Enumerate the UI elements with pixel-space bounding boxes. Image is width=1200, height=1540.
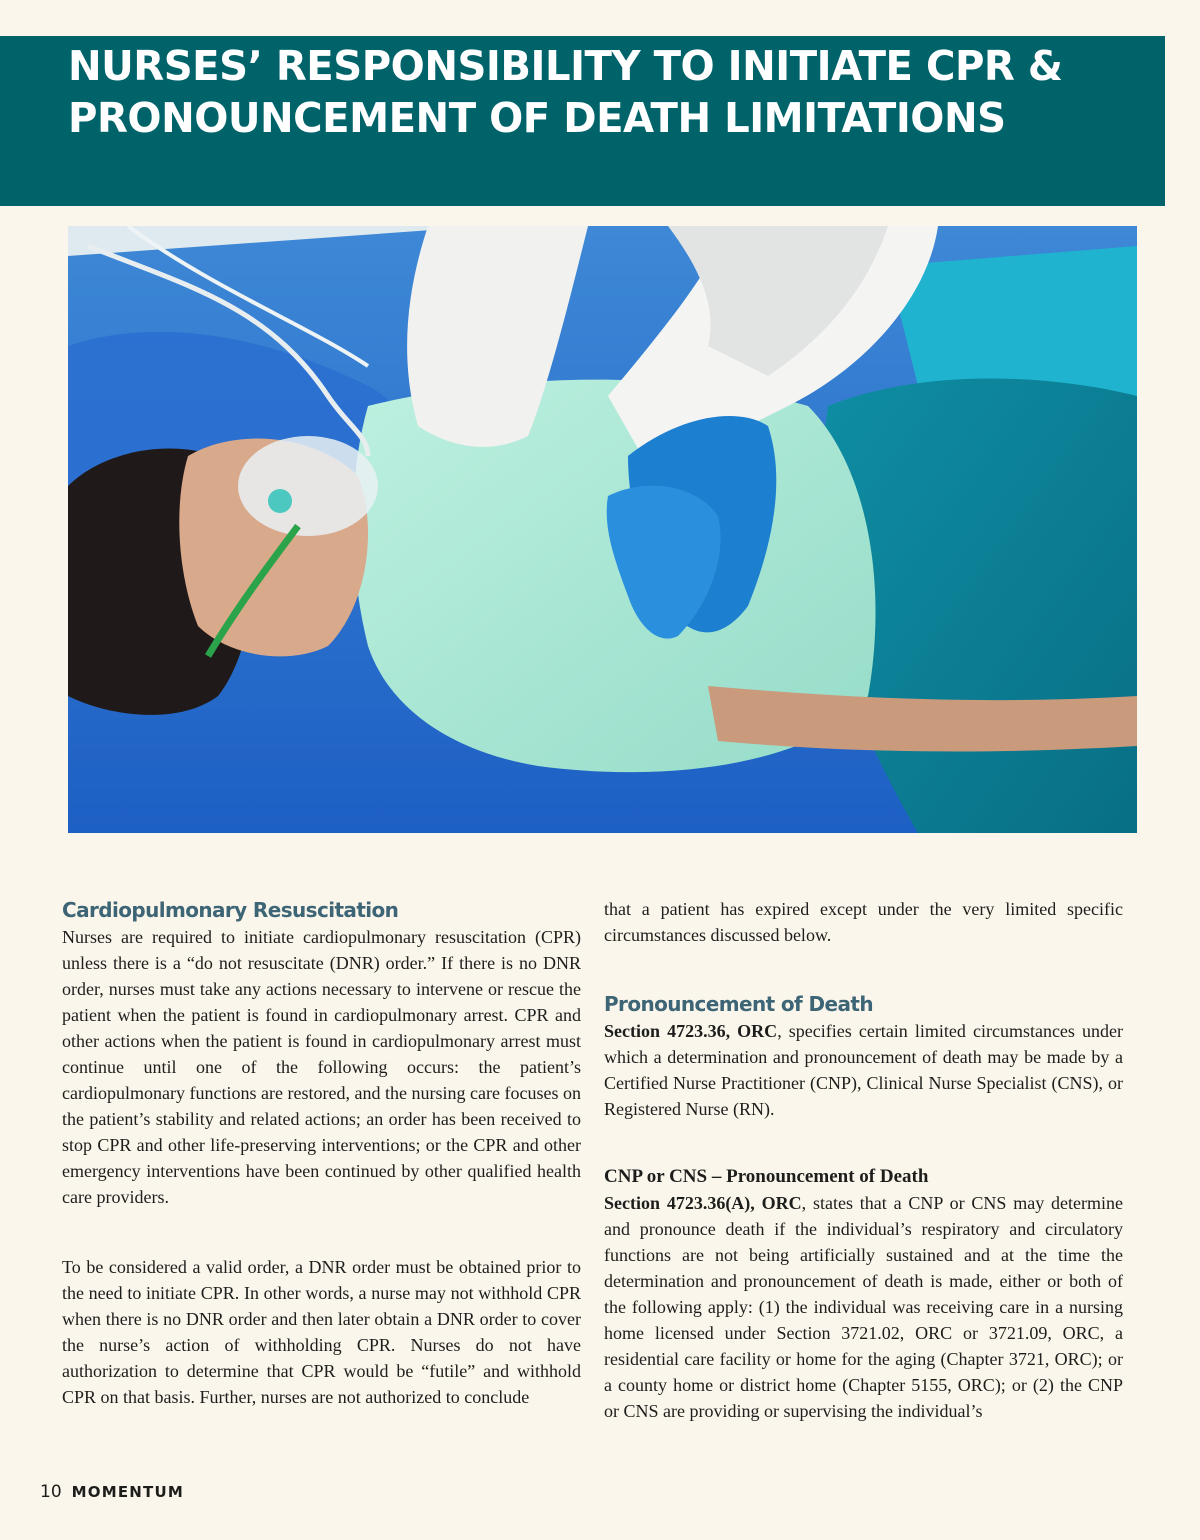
- paragraph-cpr-requirements: Nurses are required to initiate cardiopulmonary resuscitation (CPR) unless there is a “do not resuscitate (DNR) order.” If there is no DNR order, nurses must take any actions necessary to intervene or rescue the patient when the patient is found in cardiopulmonary arrest. CPR and other actions when the patient is found in cardiopulmonary arrest must continue until one of the following occurs: the patient’s cardiopulmonary functions are restored, and the nursing care focuses on the patient’s stability and related actions; an order has been received to stop CPR and other life-preserving interventions; or the CPR and other emergency interventions have been continued by other qualified health care providers.: [62, 927, 581, 1207]
- heading-cnp-cns: CNP or CNS – Pronouncement of Death: [604, 1166, 929, 1187]
- page-title-line-1: NURSES’ RESPONSIBILITY TO INITIATE CPR &: [68, 42, 1063, 90]
- publication-name: MOMENTUM: [71, 1483, 184, 1501]
- paragraph-dnr-validity: To be considered a valid order, a DNR order must be obtained prior to the need to initiate CPR. In other words, a nurse may not withhold CPR when there is no DNR order and then later obtain a DNR order to cover the nurse’s action of withholding CPR. Nurses do not have authorization to determine that CPR would be “futile” and withhold CPR on that basis. Further, nurses are not authorized to conclude: [62, 1257, 581, 1407]
- page-title: [68, 40, 1062, 144]
- page-footer: [40, 1482, 184, 1502]
- paragraph-pronouncement: [604, 1018, 1123, 1122]
- left-column: [62, 896, 581, 1410]
- paragraph-cnp-cns: [604, 1190, 1123, 1424]
- cpr-photo: [68, 226, 1137, 833]
- paragraph-pronouncement-text: , specifies certain limited circumstances under which a determination and pronouncement of death may be made by a Certified Nurse Practitioner (CNP), Clinical Nurse Specialist (CNS), or Registered Nurse (RN).: [604, 1021, 1124, 1119]
- heading-cpr: Cardiopulmonary Resuscitation: [62, 898, 399, 922]
- heading-pronouncement: Pronouncement of Death: [604, 992, 873, 1016]
- page-title-line-2: PRONOUNCEMENT OF DEATH LIMITATIONS: [68, 94, 1006, 142]
- paragraph-cnp-cns-text: , states that a CNP or CNS may determine and pronounce death if the individual’s respiratory and circulatory functions are not being artificially sustained and at the time the determination and pronouncement of death is made, either or both of the following apply: (1) the individual was receiving care in a nursing home licensed under Section 3721.02, ORC or 3721.09, ORC, a residential care facility or home for the aging (Chapter 3721, ORC); or a county home or district home (Chapter 5155, ORC); or (2) the CNP or CNS are providing or supervising the individual’s: [604, 1193, 1123, 1421]
- citation-4723-36a: Section 4723.36(A), ORC: [604, 1193, 802, 1213]
- paragraph-continuation: that a patient has expired except under the very limited specific circumstances discussed below.: [604, 899, 1123, 945]
- right-column: [604, 896, 1123, 1424]
- citation-4723-36: Section 4723.36, ORC: [604, 1021, 778, 1041]
- page-number: 10: [40, 1482, 62, 1502]
